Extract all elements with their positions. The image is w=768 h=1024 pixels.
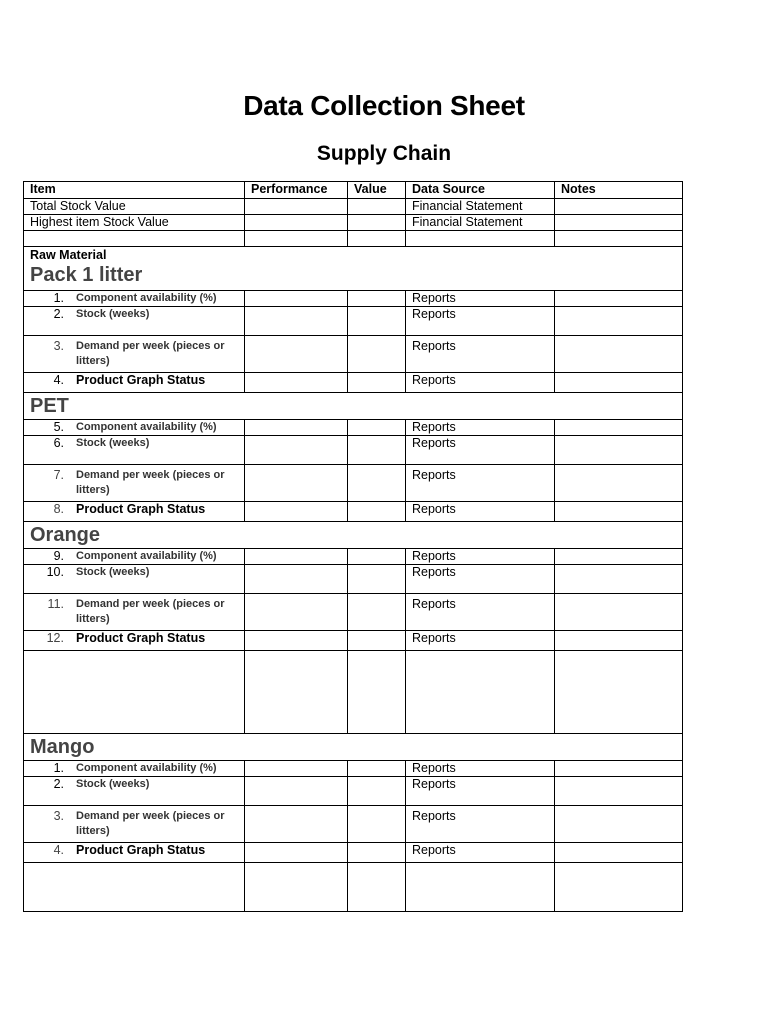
notes-cell[interactable] xyxy=(555,336,683,373)
notes-cell[interactable] xyxy=(555,594,683,631)
item-number: 3. xyxy=(53,809,64,823)
value-cell[interactable] xyxy=(348,594,406,631)
source-cell: Reports xyxy=(406,594,555,631)
table-row xyxy=(24,761,683,777)
value-cell[interactable] xyxy=(348,465,406,502)
blank-cell[interactable] xyxy=(24,863,245,912)
item-label: Product Graph Status xyxy=(76,502,206,516)
source-cell: Reports xyxy=(406,843,555,863)
source-cell: Reports xyxy=(406,761,555,777)
performance-cell[interactable] xyxy=(245,307,348,336)
blank-cell[interactable] xyxy=(24,651,245,734)
item-cell xyxy=(24,565,245,594)
notes-cell[interactable] xyxy=(555,465,683,502)
table-row xyxy=(24,215,683,231)
item-number: 6. xyxy=(53,436,64,450)
notes-cell[interactable] xyxy=(555,215,683,231)
item-label: Product Graph Status xyxy=(76,373,206,387)
item-number: 8. xyxy=(53,502,64,516)
item-label: Demand per week (pieces or litters) xyxy=(76,810,225,837)
item-label: Demand per week (pieces or litters) xyxy=(76,340,225,367)
blank-row xyxy=(24,231,683,247)
blank-cell[interactable] xyxy=(555,651,683,734)
source-cell: Reports xyxy=(406,565,555,594)
source-cell: Reports xyxy=(406,336,555,373)
header-notes: Notes xyxy=(555,182,683,199)
notes-cell[interactable] xyxy=(555,373,683,393)
value-cell[interactable] xyxy=(348,199,406,215)
notes-cell[interactable] xyxy=(555,843,683,863)
item-number: 2. xyxy=(53,777,64,791)
item-number: 4. xyxy=(53,373,64,387)
item-number: 7. xyxy=(53,468,64,482)
item-cell: Total Stock Value xyxy=(24,199,245,215)
item-cell xyxy=(24,465,245,502)
notes-cell[interactable] xyxy=(555,420,683,436)
item-cell xyxy=(24,549,245,565)
blank-cell[interactable] xyxy=(406,651,555,734)
table-row xyxy=(24,336,683,373)
blank-cell[interactable] xyxy=(406,231,555,247)
source-cell: Reports xyxy=(406,777,555,806)
notes-cell[interactable] xyxy=(555,806,683,843)
source-cell: Reports xyxy=(406,307,555,336)
table-row xyxy=(24,373,683,393)
performance-cell[interactable] xyxy=(245,420,348,436)
value-cell[interactable] xyxy=(348,502,406,522)
performance-cell[interactable] xyxy=(245,549,348,565)
source-cell: Reports xyxy=(406,436,555,465)
item-cell xyxy=(24,761,245,777)
item-number: 11. xyxy=(47,597,64,611)
item-number: 5. xyxy=(53,420,64,434)
blank-cell[interactable] xyxy=(348,863,406,912)
performance-cell[interactable] xyxy=(245,565,348,594)
item-label: Component availability (%) xyxy=(76,421,217,433)
item-cell xyxy=(24,307,245,336)
source-cell: Reports xyxy=(406,806,555,843)
performance-cell[interactable] xyxy=(245,336,348,373)
source-cell: Reports xyxy=(406,502,555,522)
notes-cell[interactable] xyxy=(555,549,683,565)
source-cell: Reports xyxy=(406,420,555,436)
value-cell[interactable] xyxy=(348,420,406,436)
item-cell xyxy=(24,291,245,307)
item-number: 1. xyxy=(53,761,64,775)
item-number: 10. xyxy=(46,565,64,579)
notes-cell[interactable] xyxy=(555,761,683,777)
blank-cell[interactable] xyxy=(348,651,406,734)
blank-row xyxy=(24,651,683,734)
blank-cell[interactable] xyxy=(555,863,683,912)
item-cell xyxy=(24,373,245,393)
table-row xyxy=(24,777,683,806)
performance-cell[interactable] xyxy=(245,631,348,651)
item-label: Demand per week (pieces or litters) xyxy=(76,598,225,625)
header-performance: Performance xyxy=(245,182,348,199)
header-data-source: Data Source xyxy=(406,182,555,199)
group-cell xyxy=(24,393,683,420)
table-row xyxy=(24,594,683,631)
table-row xyxy=(24,465,683,502)
notes-cell[interactable] xyxy=(555,436,683,465)
table-row xyxy=(24,806,683,843)
performance-cell[interactable] xyxy=(245,215,348,231)
value-cell[interactable] xyxy=(348,777,406,806)
performance-cell[interactable] xyxy=(245,436,348,465)
group-cell xyxy=(24,522,683,549)
value-cell[interactable] xyxy=(348,291,406,307)
table-row xyxy=(24,565,683,594)
blank-row xyxy=(24,863,683,912)
item-cell: Highest item Stock Value xyxy=(24,215,245,231)
value-cell[interactable] xyxy=(348,436,406,465)
item-label: Component availability (%) xyxy=(76,550,217,562)
blank-cell[interactable] xyxy=(245,651,348,734)
value-cell[interactable] xyxy=(348,565,406,594)
performance-cell[interactable] xyxy=(245,843,348,863)
item-label: Stock (weeks) xyxy=(76,437,150,449)
notes-cell[interactable] xyxy=(555,199,683,215)
performance-cell[interactable] xyxy=(245,465,348,502)
value-cell[interactable] xyxy=(348,549,406,565)
group-title-orange: Orange xyxy=(30,524,101,546)
table-header-row xyxy=(24,182,683,199)
item-label: Demand per week (pieces or litters) xyxy=(76,469,225,496)
group-title-mango: Mango xyxy=(30,736,95,758)
table-row xyxy=(24,843,683,863)
item-number: 4. xyxy=(53,843,64,857)
page-subtitle: Supply Chain xyxy=(316,142,452,165)
item-number: 3. xyxy=(53,339,64,353)
performance-cell[interactable] xyxy=(245,777,348,806)
performance-cell[interactable] xyxy=(245,199,348,215)
table-row xyxy=(24,420,683,436)
item-number: 9. xyxy=(53,549,64,563)
raw-material-label: Raw Material xyxy=(30,248,107,262)
value-cell[interactable] xyxy=(348,373,406,393)
item-number: 2. xyxy=(53,307,64,321)
notes-cell[interactable] xyxy=(555,565,683,594)
item-label: Component availability (%) xyxy=(76,292,217,304)
blank-cell[interactable] xyxy=(348,231,406,247)
value-cell[interactable] xyxy=(348,806,406,843)
item-label: Stock (weeks) xyxy=(76,778,150,790)
table-row xyxy=(24,436,683,465)
group-row-orange xyxy=(24,522,683,549)
table-row xyxy=(24,502,683,522)
item-label: Component availability (%) xyxy=(76,762,217,774)
group-row-pet xyxy=(24,393,683,420)
table-row xyxy=(24,631,683,651)
item-cell xyxy=(24,631,245,651)
blank-cell[interactable] xyxy=(555,231,683,247)
item-cell xyxy=(24,502,245,522)
group-title-pet: PET xyxy=(30,395,69,417)
performance-cell[interactable] xyxy=(245,373,348,393)
group-cell xyxy=(24,734,683,761)
item-cell xyxy=(24,420,245,436)
source-cell: Reports xyxy=(406,373,555,393)
performance-cell[interactable] xyxy=(245,502,348,522)
performance-cell[interactable] xyxy=(245,761,348,777)
notes-cell[interactable] xyxy=(555,291,683,307)
source-cell: Reports xyxy=(406,465,555,502)
item-label: Product Graph Status xyxy=(76,843,206,857)
raw-material-cell xyxy=(24,247,683,291)
notes-cell[interactable] xyxy=(555,777,683,806)
page-title: Data Collection Sheet xyxy=(243,90,525,121)
table-row xyxy=(24,291,683,307)
performance-cell[interactable] xyxy=(245,594,348,631)
source-cell: Financial Statement xyxy=(406,215,555,231)
performance-cell[interactable] xyxy=(245,291,348,307)
blank-cell[interactable] xyxy=(245,231,348,247)
value-cell[interactable] xyxy=(348,631,406,651)
blank-cell[interactable] xyxy=(245,863,348,912)
header-item: Item xyxy=(24,182,245,199)
item-cell xyxy=(24,336,245,373)
notes-cell[interactable] xyxy=(555,307,683,336)
data-collection-table xyxy=(23,181,683,912)
notes-cell[interactable] xyxy=(555,631,683,651)
blank-cell xyxy=(24,231,245,247)
value-cell[interactable] xyxy=(348,843,406,863)
group-row-mango xyxy=(24,734,683,761)
source-cell: Reports xyxy=(406,631,555,651)
source-cell: Reports xyxy=(406,291,555,307)
item-cell xyxy=(24,843,245,863)
group-title-pack-1-litter: Pack 1 litter xyxy=(30,264,143,286)
item-cell xyxy=(24,806,245,843)
item-cell xyxy=(24,436,245,465)
item-label: Product Graph Status xyxy=(76,631,206,645)
value-cell[interactable] xyxy=(348,761,406,777)
value-cell[interactable] xyxy=(348,336,406,373)
item-number: 12. xyxy=(46,631,64,645)
notes-cell[interactable] xyxy=(555,502,683,522)
table-row xyxy=(24,307,683,336)
value-cell[interactable] xyxy=(348,215,406,231)
performance-cell[interactable] xyxy=(245,806,348,843)
item-cell xyxy=(24,594,245,631)
table-row xyxy=(24,549,683,565)
header-value: Value xyxy=(348,182,406,199)
blank-cell[interactable] xyxy=(406,863,555,912)
item-cell xyxy=(24,777,245,806)
item-label: Stock (weeks) xyxy=(76,566,150,578)
source-cell: Financial Statement xyxy=(406,199,555,215)
raw-material-row xyxy=(24,247,683,291)
source-cell: Reports xyxy=(406,549,555,565)
item-number: 1. xyxy=(53,291,64,305)
item-label: Stock (weeks) xyxy=(76,308,150,320)
value-cell[interactable] xyxy=(348,307,406,336)
table-row xyxy=(24,199,683,215)
